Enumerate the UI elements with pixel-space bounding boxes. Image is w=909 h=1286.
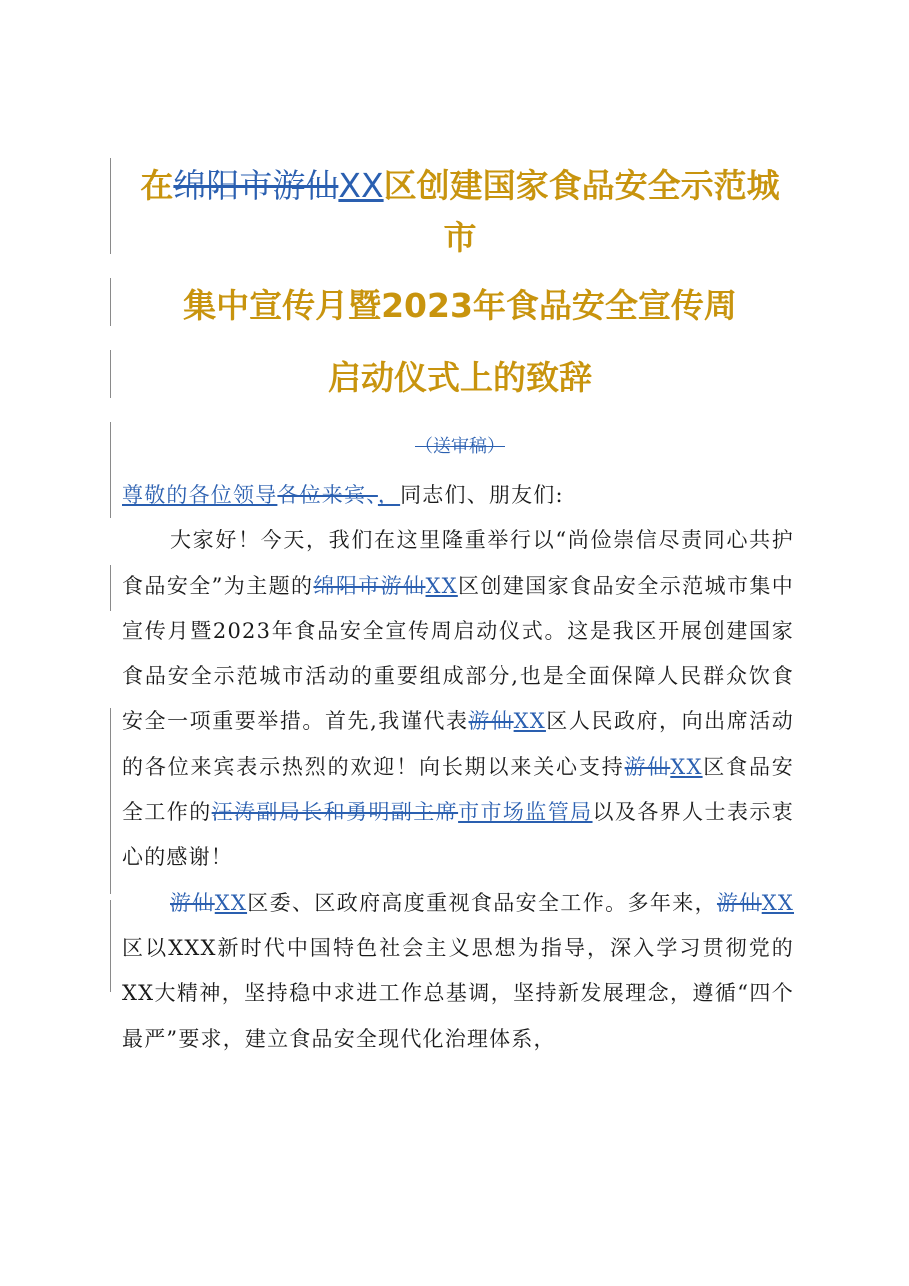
document-title-line1: [120, 160, 800, 264]
deleted-text: 游仙: [624, 754, 671, 779]
change-bar: [110, 708, 111, 894]
change-bar: [110, 350, 111, 398]
document-body: [122, 473, 794, 1062]
paragraph-text: 区创建国家食品安全示范城市集中宣传月暨2023年食品安全宣传周启动仪式。这是我区开展创建国家食品安全示范城市活动的重要组成部分,也是全面保障人民群众饮食安全一项重要举措。首先,我谨代表: [122, 573, 795, 734]
salutation: [122, 473, 794, 518]
title-prefix: 在: [140, 166, 174, 205]
change-bar: [110, 422, 111, 518]
change-bar: [110, 565, 111, 611]
paragraph-text: 区食品安全工作的: [122, 754, 794, 825]
deleted-text: 游仙: [716, 890, 762, 915]
deleted-text: 各位来宾、: [277, 483, 378, 507]
title-wrap: 市: [443, 218, 477, 257]
title-inserted-text: XX: [338, 166, 384, 205]
inserted-text: XX: [425, 573, 458, 598]
title-suffix: 区创建国家食品安全示范城: [383, 166, 780, 205]
paragraph-text: 以及各界人士表示衷心的感谢！: [122, 800, 794, 870]
change-bar: [110, 278, 111, 326]
inserted-text: XX: [761, 890, 795, 915]
change-bar: [110, 900, 111, 992]
inserted-text: XX: [214, 890, 248, 915]
inserted-text: 尊敬的各位领导: [122, 483, 278, 507]
document-title-line2: 集中宣传月暨2023年食品安全宣传周: [183, 286, 737, 325]
inserted-text: XX: [513, 709, 546, 734]
draft-stamp: （送审稿）: [415, 436, 505, 457]
deleted-text: 游仙: [468, 709, 514, 734]
deleted-text: 汪涛副局长和勇明副主席: [211, 800, 459, 825]
paragraph-text: 区人民政府，向出席活动的各位来宾表示热烈的欢迎！向长期以来关心支持: [122, 709, 795, 779]
paragraph-text: 区委、区政府高度重视食品安全工作。多年来，: [247, 890, 717, 915]
paragraph-text: 区以XXX新时代中国特色社会主义思想为指导，深入学习贯彻党的XX大精神，坚持稳中求进工作总基调，坚持新发展理念，遵循“四个最严”要求，建立食品安全现代化治理体系，: [122, 935, 794, 1051]
document-title-line3: 启动仪式上的致辞: [328, 358, 592, 397]
title-deleted-text: 绵阳市游仙: [173, 166, 339, 205]
change-bar: [110, 158, 111, 254]
paragraph-text: 大家好！今天，我们在这里隆重举行以“尚俭崇信尽责同心共护食品安全”为主题的: [122, 528, 794, 598]
inserted-text: 市市场监管局: [458, 800, 593, 825]
deleted-text: 游仙: [170, 890, 215, 915]
inserted-text: XX: [670, 754, 703, 779]
inserted-text: ，: [377, 483, 401, 507]
paragraph-1: [122, 518, 794, 880]
paragraph-2: [122, 881, 794, 1062]
deleted-text: 绵阳市游仙: [313, 573, 426, 598]
salutation-text: 同志们、朋友们:: [400, 483, 564, 507]
